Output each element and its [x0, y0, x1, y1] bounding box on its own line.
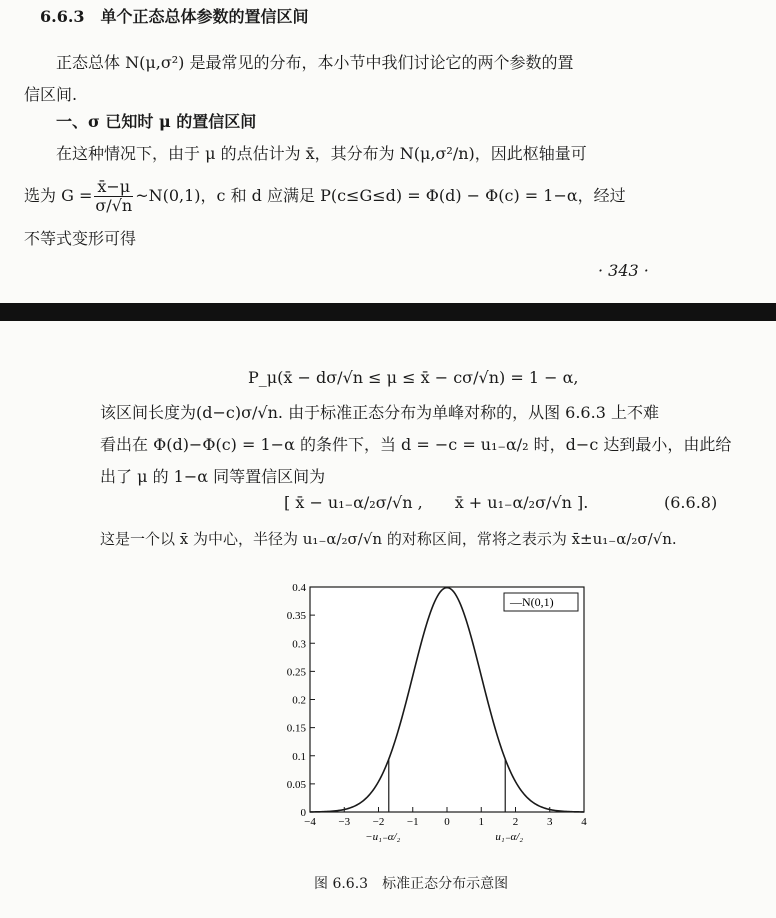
x-tick-label: −2 [372, 816, 385, 828]
x-tick-label: 3 [547, 816, 553, 828]
x-tick-label: −4 [304, 816, 316, 828]
y-tick-label: 0.4 [292, 582, 306, 594]
equation-number: (6.6.8) [664, 493, 718, 512]
normal-distribution-chart [270, 575, 600, 845]
intro-line-2: 信区间. [24, 85, 78, 104]
probability-equation: P_μ(x̄ − dσ/√n ≤ μ ≤ x̄ − cσ/√n) = 1 − α, [248, 368, 579, 387]
x-tick-label: 1 [478, 816, 484, 828]
para2: 这是一个以 x̄ 为中心，半径为 u₁₋α/₂σ/√n 的对称区间，常将之表示为 x̄±u₁₋α/₂σ/√n. [100, 530, 677, 548]
body-line-2-prefix: 选为 G = [24, 186, 93, 205]
x-tick-label: 4 [581, 816, 587, 828]
body-line-1: 在这种情况下，由于 μ 的点估计为 x̄，其分布为 N(μ,σ²/n)，因此枢轴量可 [56, 144, 587, 163]
y-tick-label: 0.15 [286, 722, 306, 735]
x-tick-label: 0 [444, 816, 450, 828]
page-divider [0, 303, 776, 321]
body-line-2-suffix: ~N(0,1)，c 和 d 应满足 P(c≤G≤d) = Φ(d) − Φ(c) = 1−α，经过 [135, 186, 626, 205]
y-tick-label: 0.3 [292, 638, 306, 651]
legend-label: —N(0,1) [510, 595, 554, 609]
y-tick-label: 0.35 [286, 610, 306, 623]
plot-frame [310, 587, 584, 812]
figure-caption: 图 6.6.3 标准正态分布示意图 [314, 876, 509, 892]
y-tick-label: 0.2 [292, 694, 306, 707]
x-tick-label: −3 [338, 816, 351, 828]
para1-line-2: 看出在 Φ(d)−Φ(c) = 1−α 的条件下，当 d = −c = u₁₋α/₂ 时，d−c 达到最小，由此给 [100, 435, 732, 454]
para1-line-1: 该区间长度为(d−c)σ/√n. 由于标准正态分布为单峰对称的，从图 6.6.3 上不难 [100, 403, 659, 422]
page-number: · 343 · [598, 261, 649, 280]
intro-line-1: 正态总体 N(μ,σ²) 是最常见的分布，本小节中我们讨论它的两个参数的置 [56, 53, 574, 72]
section-heading: 6.6.3 单个正态总体参数的置信区间 [40, 7, 309, 26]
body-line-3: 不等式变形可得 [24, 229, 137, 248]
critical-marker-label: −u₁₋α/₂ [365, 831, 401, 843]
critical-marker-label: u₁₋α/₂ [495, 831, 524, 843]
y-tick-label: 0 [300, 807, 306, 819]
legend [504, 593, 578, 611]
y-tick-label: 0.25 [286, 666, 306, 679]
x-tick-label: 2 [512, 816, 519, 828]
body-line-2 [24, 176, 626, 216]
pivot-numerator: x̄−μ [94, 178, 133, 197]
y-tick-label: 0.05 [286, 778, 306, 791]
para1-line-3: 出了 μ 的 1−α 同等置信区间为 [100, 467, 326, 486]
x-tick-label: −1 [406, 816, 419, 828]
pivot-fraction [94, 178, 133, 215]
pivot-denominator: σ/√n [95, 196, 133, 215]
y-tick-label: 0.1 [292, 750, 306, 763]
subsection-heading: 一、σ 已知时 μ 的置信区间 [56, 112, 257, 131]
interval-equation: [ x̄ − u₁₋α/₂σ/√n , x̄ + u₁₋α/₂σ/√n ]. [284, 493, 589, 512]
